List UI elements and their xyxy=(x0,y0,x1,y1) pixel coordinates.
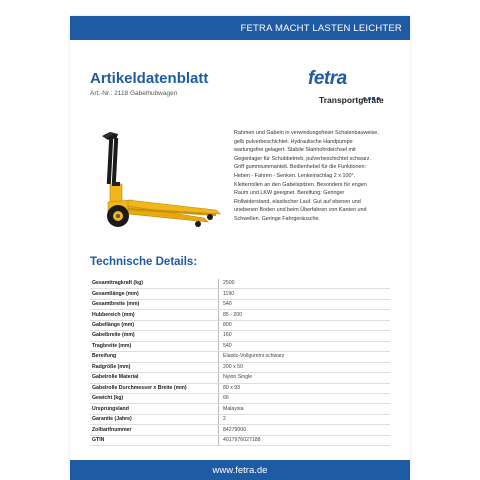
pallet-truck-image xyxy=(98,126,228,242)
website-link[interactable]: www.fetra.de xyxy=(212,465,268,476)
spec-label: Hubbereich (mm) xyxy=(90,310,219,320)
description-line: Griff gummiummantelt. Bedienhebel für die Funktionen: xyxy=(234,164,367,171)
spec-value: 160 xyxy=(219,331,391,341)
spec-label: Gesamtbreite (mm) xyxy=(90,299,219,309)
top-banner xyxy=(70,16,410,40)
product-description xyxy=(234,129,398,224)
logo-subtitle: Transportgeräte xyxy=(319,95,384,105)
spec-value: Elastic-Vollgummi schwarz xyxy=(219,352,391,362)
table-row xyxy=(90,331,390,341)
table-row xyxy=(90,404,390,414)
spec-value: 540 xyxy=(219,299,391,309)
table-row xyxy=(90,383,390,393)
spec-value: Nylon Single xyxy=(219,373,391,383)
table-row xyxy=(90,352,390,362)
spec-label: Radgröße (mm) xyxy=(90,362,219,372)
logo-wordmark: fetra xyxy=(308,68,347,89)
description-line: Kletterrollen an den Gabelspitzen. Besonders für engen xyxy=(234,181,367,188)
description-line: wartungsfrei gelagert. Stabile Stahlrohrdeichsel mit xyxy=(234,147,356,154)
footer-banner xyxy=(70,460,410,480)
spec-value: 85 - 200 xyxy=(219,310,391,320)
spec-label: Tragbreite (mm) xyxy=(90,341,219,351)
table-row xyxy=(90,393,390,403)
table-row xyxy=(90,289,390,299)
datasheet-page xyxy=(70,16,410,480)
description-line: Raum und LKW geeignet. Bereifung: Geringer xyxy=(234,190,345,197)
table-row xyxy=(90,310,390,320)
technical-details-table xyxy=(90,279,390,446)
table-row xyxy=(90,320,390,330)
description-line: Schwellen. Geringe Fahrgeräusche. xyxy=(234,215,320,222)
spec-label: Gabellänge (mm) xyxy=(90,320,219,330)
fetra-logo xyxy=(308,68,398,110)
document-title: Artikeldatenblatt xyxy=(90,70,209,87)
spec-value: 2 xyxy=(219,414,391,424)
spec-value: 66 xyxy=(219,393,391,403)
spec-value: 1190 xyxy=(219,289,391,299)
spec-value: 84279000 xyxy=(219,425,391,435)
spec-label: Gewicht (kg) xyxy=(90,393,219,403)
table-row xyxy=(90,435,390,445)
spec-label: Gabelrolle Durchmesser x Breite (mm) xyxy=(90,383,219,393)
spec-value: 4017976027188 xyxy=(219,435,391,445)
spec-value: 540 xyxy=(219,341,391,351)
table-row xyxy=(90,279,390,289)
table-row xyxy=(90,341,390,351)
article-number: Art.-Nr.: 2118 Gabelhubwagen xyxy=(90,90,178,97)
description-line: Gegenlager für Schubbetrieb, pulverbeschichtet schwarz. xyxy=(234,155,371,162)
spec-value: 80 x 93 xyxy=(219,383,391,393)
spec-value: 2500 xyxy=(219,279,391,289)
spec-label: Gesamtlänge (mm) xyxy=(90,289,219,299)
spec-label: Gesamttragkraft (kg) xyxy=(90,279,219,289)
spec-label: Garantie (Jahre) xyxy=(90,414,219,424)
spec-value: 200 x 50 xyxy=(219,362,391,372)
spec-label: GTIN xyxy=(90,435,219,445)
table-row xyxy=(90,362,390,372)
table-row xyxy=(90,299,390,309)
table-row xyxy=(90,425,390,435)
description-line: unebenen Boden und beim Überfahren von Kanten und xyxy=(234,207,367,214)
spec-label: Ursprungsland xyxy=(90,404,219,414)
spec-label: Zolltarifnummer xyxy=(90,425,219,435)
technical-details-heading: Technische Details: xyxy=(90,256,198,268)
table-row xyxy=(90,373,390,383)
spec-value: 800 xyxy=(219,320,391,330)
description-line: Rollwiderstand, elastischer Lauf. Gut auf ebenen und xyxy=(234,198,361,205)
spec-value: Malaysia xyxy=(219,404,391,414)
description-line: gelb pulverbeschichtet. Hydraulische Handpumpe xyxy=(234,138,353,145)
spec-label: Gabelrolle Material xyxy=(90,373,219,383)
spec-label: Gabelbreite (mm) xyxy=(90,331,219,341)
spec-label: Bereifung xyxy=(90,352,219,362)
description-line: Heben - Fahren - Senken. Lenkeinschlag 2 x 100°. xyxy=(234,172,356,179)
description-line: Rahmen und Gabeln in verwindungsfreier Schalenbauweise, xyxy=(234,130,379,136)
table-row xyxy=(90,414,390,424)
tagline: FETRA MACHT LASTEN LEICHTER xyxy=(240,23,402,34)
